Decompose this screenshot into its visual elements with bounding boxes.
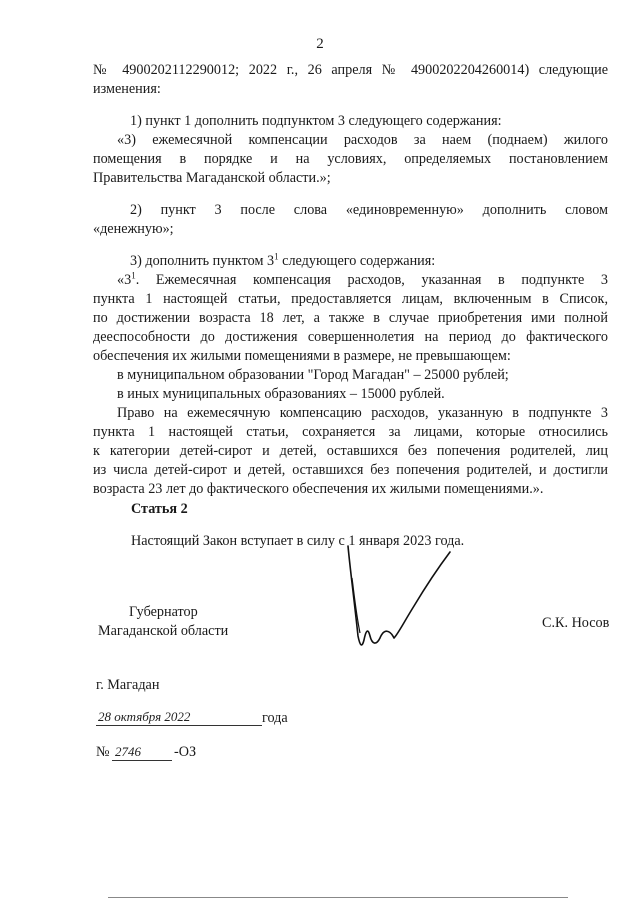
number-underline bbox=[112, 760, 172, 761]
item3-para2-line-4: из числа детей-сирот и детей, оставшихся без попечения родителей, и достигли bbox=[93, 462, 608, 478]
intro-line-1: № 4900202112290012; 2022 г., 26 апреля № 4900202204260014) следующие bbox=[93, 62, 608, 78]
item3-heading-pre: 3) дополнить пунктом 3 bbox=[130, 253, 275, 269]
item3-amount-2: в иных муниципальных образованиях – 15000 рублей. bbox=[117, 386, 445, 402]
item3-para1-pre: «3 bbox=[117, 272, 132, 288]
item3-para1-sup: 1 bbox=[131, 270, 136, 281]
page-number: 2 bbox=[316, 36, 324, 52]
signature-title-line-2: Магаданской области bbox=[98, 623, 229, 639]
item3-para2-line-3: к категории детей-сирот и детей, оставшихся без попечения родителей, лиц bbox=[93, 443, 608, 459]
date-handwritten: 28 октября 2022 bbox=[98, 709, 191, 724]
item3-para1-line-1 bbox=[93, 271, 608, 290]
item1-text-line-2: помещения в порядке и на условиях, определяемых постановлением bbox=[93, 151, 608, 167]
number-handwritten: 2746 bbox=[115, 744, 141, 759]
item2-line-2: «денежную»; bbox=[93, 221, 174, 237]
item3-para1-line-3: по достижении возраста 18 лет, а также в случае приобретения ими полной bbox=[93, 310, 608, 326]
item3-para2-line-2: пункта 1 настоящей статьи, сохраняется за лицами, которые относились bbox=[93, 424, 608, 440]
item1-text-line-3: Правительства Магаданской области.»; bbox=[93, 170, 331, 186]
place: г. Магадан bbox=[96, 677, 160, 693]
item1-text-line-1: «3) ежемесячной компенсации расходов за наем (поднаем) жилого bbox=[117, 132, 608, 148]
item3-heading-sup: 1 bbox=[274, 251, 279, 262]
number-suffix: -ОЗ bbox=[174, 744, 197, 760]
article2-title: Статья 2 bbox=[131, 501, 188, 517]
item3-para2-line-1: Право на ежемесячную компенсацию расходов, указанную в подпункте 3 bbox=[117, 405, 608, 421]
date-suffix: года bbox=[262, 710, 288, 726]
item3-para1-line-4: дееспособности до достижения совершеннолетия на период до фактического bbox=[93, 329, 608, 345]
intro-line-2: изменения: bbox=[93, 81, 161, 97]
signature-mark bbox=[330, 538, 460, 658]
item1-heading: 1) пункт 1 дополнить подпунктом 3 следующего содержания: bbox=[130, 113, 502, 129]
signatory-name: С.К. Носов bbox=[542, 615, 610, 631]
date-underline bbox=[96, 725, 262, 726]
item3-heading bbox=[93, 252, 608, 271]
scan-edge-line bbox=[108, 897, 568, 898]
signature-title-line-1: Губернатор bbox=[129, 604, 198, 620]
item3-amount-1: в муниципальном образовании "Город Магадан" – 25000 рублей; bbox=[117, 367, 509, 383]
item3-para1-post: . Ежемесячная компенсация расходов, указанная в подпункте 3 bbox=[135, 272, 608, 288]
number-prefix: № bbox=[96, 744, 110, 760]
item2-line-1: 2) пункт 3 после слова «единовременную» дополнить словом bbox=[130, 202, 608, 218]
item3-para1-line-5: обеспечения их жилыми помещениями в размере, не превышающем: bbox=[93, 348, 511, 364]
item3-para1-line-2: пункта 1 настоящей статьи, предоставляется лицам, включенным в Список, bbox=[93, 291, 608, 307]
item3-heading-post: следующего содержания: bbox=[278, 253, 436, 269]
item3-para2-line-5: возраста 23 лет до фактического обеспечения их жилыми помещениями.». bbox=[93, 481, 544, 497]
article2-text: Настоящий Закон вступает в силу с 1 января 2023 года. bbox=[131, 533, 465, 549]
